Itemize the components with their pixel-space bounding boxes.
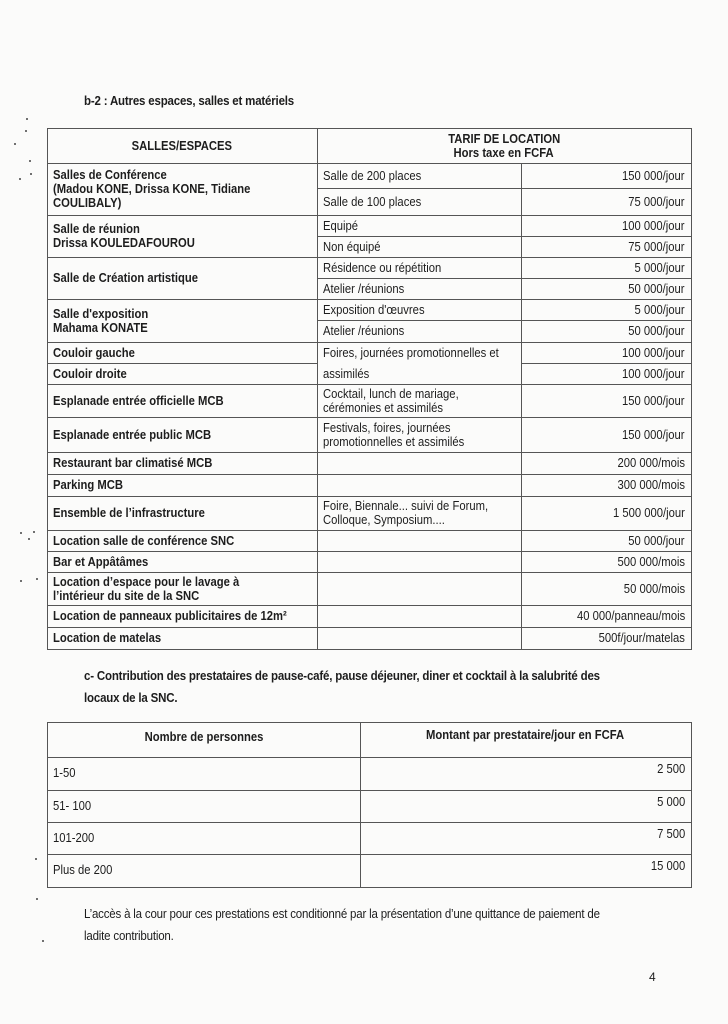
section-c-title-line: c- Contribution des prestataires de pause-café, pause déjeuner, diner et cocktail à la salubrité des <box>84 669 600 683</box>
row-divider <box>47 790 691 791</box>
scan-speck <box>33 531 35 533</box>
scan-speck <box>14 143 16 145</box>
scan-speck <box>42 940 44 942</box>
price-cell <box>521 417 691 452</box>
price-cell <box>521 363 691 384</box>
usage-line: Salle de 100 places <box>323 194 422 209</box>
price-cell <box>521 627 691 649</box>
price-cell <box>521 551 691 572</box>
row-divider <box>47 496 691 497</box>
price-cell <box>521 384 691 417</box>
note-line: L’accès à la cour pour ces prestations est conditionné par la présentation d’une quittance de paiement de <box>84 907 600 921</box>
scan-speck <box>35 858 37 860</box>
row-divider <box>47 342 691 343</box>
usage-line: Atelier /réunions <box>323 281 405 296</box>
row-divider <box>47 384 691 385</box>
table-border-left <box>47 128 48 649</box>
persons-value: 101-200 <box>53 831 95 845</box>
scan-speck <box>30 173 32 175</box>
row-divider <box>317 236 691 237</box>
space-name-cell <box>47 299 317 342</box>
space-name-cell <box>47 474 317 496</box>
space-name-cell <box>47 363 317 384</box>
price-cell <box>521 278 691 299</box>
persons-value: 51- 100 <box>53 799 92 813</box>
usage-line: Non équipé <box>323 239 381 254</box>
scan-speck <box>19 178 21 180</box>
header-label: Montant par prestataire/jour en FCFA <box>426 728 625 742</box>
space-name-line: Salles de Conférence <box>53 168 167 182</box>
table-border-bottom <box>47 887 692 888</box>
amount-value: 7 500 <box>656 827 685 841</box>
row-divider <box>47 822 691 823</box>
price-cell <box>521 605 691 627</box>
price-value: 5 000/jour <box>634 302 685 317</box>
usage-cell <box>317 363 521 384</box>
space-name-cell <box>47 572 317 605</box>
amount-cell <box>360 822 691 854</box>
column-divider <box>317 128 318 649</box>
price-value: 40 000/panneau/mois <box>576 609 685 623</box>
row-divider <box>47 572 691 573</box>
scan-speck <box>26 118 28 120</box>
space-name-line: Mahama KONATE <box>53 320 148 335</box>
amount-value: 5 000 <box>656 795 685 809</box>
section-b2-title: b-2 : Autres espaces, salles et matériels <box>84 94 295 108</box>
price-cell <box>521 452 691 474</box>
space-name-line: l’intérieur du site de la SNC <box>53 588 200 603</box>
price-value: 150 000/jour <box>622 168 685 183</box>
price-value: 75 000/jour <box>628 239 685 254</box>
table-border-right <box>691 722 692 887</box>
usage-cell <box>317 627 521 649</box>
amount-cell <box>360 854 691 887</box>
scan-speck <box>28 538 30 540</box>
space-name-cell <box>47 627 317 649</box>
persons-cell <box>47 790 360 822</box>
usage-line: promotionnelles et assimilés <box>323 434 465 449</box>
persons-cell <box>47 822 360 854</box>
price-value: 50 000/jour <box>628 533 685 548</box>
row-divider <box>47 530 691 531</box>
space-name-cell <box>47 257 317 299</box>
price-value: 100 000/jour <box>622 345 685 360</box>
price-cell <box>521 236 691 257</box>
amount-value: 2 500 <box>656 762 685 776</box>
usage-cell <box>317 551 521 572</box>
space-name-cell <box>47 496 317 530</box>
price-value: 50 000/mois <box>623 581 685 596</box>
table-border-bottom <box>47 649 692 650</box>
scan-speck <box>20 580 22 582</box>
space-name-line: Esplanade entrée public MCB <box>53 427 212 442</box>
usage-cell <box>317 257 521 278</box>
space-name-line: Restaurant bar climatisé MCB <box>53 456 213 470</box>
usage-line: Festivals, foires, journées <box>323 420 451 435</box>
scan-speck <box>36 898 38 900</box>
price-cell <box>521 257 691 278</box>
row-divider <box>47 299 691 300</box>
section-c-title-line: locaux de la SNC. <box>84 691 178 705</box>
price-cell <box>521 215 691 236</box>
space-name-line: Bar et Appâtâmes <box>53 554 149 569</box>
merged-cell-cover <box>318 363 521 364</box>
table-border-top <box>47 128 691 129</box>
row-divider <box>47 163 691 164</box>
price-value: 100 000/jour <box>622 366 685 381</box>
header-label: SALLES/ESPACES <box>131 138 233 153</box>
usage-cell <box>317 496 521 530</box>
price-cell <box>521 320 691 342</box>
space-name-cell <box>47 384 317 417</box>
space-name-cell <box>47 605 317 627</box>
row-divider <box>47 551 691 552</box>
table-border-top <box>47 722 691 723</box>
contribution-note <box>84 903 600 947</box>
space-name-line: (Madou KONE, Drissa KONE, Tidiane <box>53 182 251 196</box>
usage-cell <box>317 474 521 496</box>
usage-cell <box>317 342 521 363</box>
space-name-cell <box>47 215 317 257</box>
amount-cell <box>360 790 691 822</box>
row-divider <box>47 854 691 855</box>
row-divider <box>317 320 691 321</box>
row-divider <box>47 474 691 475</box>
usage-cell <box>317 163 521 188</box>
space-name-line: Esplanade entrée officielle MCB <box>53 393 224 408</box>
space-name-cell <box>47 417 317 452</box>
space-name-cell <box>47 163 317 215</box>
space-name-line: Location salle de conférence SNC <box>53 533 235 548</box>
usage-line: Salle de 200 places <box>323 168 422 183</box>
row-divider <box>317 188 691 189</box>
price-cell <box>521 163 691 188</box>
space-name-cell <box>47 342 317 363</box>
usage-cell <box>317 452 521 474</box>
price-value: 200 000/mois <box>617 456 685 470</box>
space-name-line: Drissa KOULEDAFOUROU <box>53 236 195 250</box>
price-cell <box>521 572 691 605</box>
price-value: 150 000/jour <box>622 427 685 442</box>
price-cell <box>521 474 691 496</box>
usage-line: Equipé <box>323 218 359 233</box>
table-header-persons <box>47 722 360 757</box>
amount-value: 15 000 <box>650 859 685 873</box>
row-divider <box>317 278 691 279</box>
scan-speck <box>20 532 22 534</box>
usage-cell <box>317 278 521 299</box>
row-divider <box>47 417 691 418</box>
space-name-line: Salle d'exposition <box>53 306 149 321</box>
price-value: 300 000/mois <box>617 478 685 492</box>
price-value: 500f/jour/matelas <box>598 631 685 645</box>
table-header-rate <box>317 128 691 163</box>
persons-cell <box>47 854 360 887</box>
space-name-line: Couloir gauche <box>53 345 135 360</box>
persons-value: 1-50 <box>53 766 76 780</box>
row-divider <box>47 757 691 758</box>
price-value: 500 000/mois <box>617 554 685 569</box>
usage-cell <box>317 299 521 320</box>
space-name-line: Ensemble de l’infrastructure <box>53 506 205 520</box>
row-divider <box>47 215 691 216</box>
price-cell <box>521 342 691 363</box>
scan-speck <box>36 578 38 580</box>
table-border-right <box>691 128 692 649</box>
price-cell <box>521 496 691 530</box>
table-border-left <box>47 722 48 887</box>
header-sublabel: Hors taxe en FCFA <box>453 145 555 160</box>
space-name-line: Location de matelas <box>53 631 162 645</box>
row-divider <box>47 452 691 453</box>
space-name-line: Couloir droite <box>53 366 127 381</box>
usage-cell <box>317 417 521 452</box>
page-number: 4 <box>649 970 656 984</box>
header-label: TARIF DE LOCATION <box>447 131 561 146</box>
usage-line: Colloque, Symposium.... <box>323 513 445 527</box>
price-cell <box>521 188 691 215</box>
usage-cell <box>317 320 521 342</box>
space-name-cell <box>47 551 317 572</box>
space-name-line: Salle de réunion <box>53 222 140 236</box>
usage-line: Résidence ou répétition <box>323 260 442 275</box>
usage-cell <box>317 215 521 236</box>
price-cell <box>521 530 691 551</box>
note-line: ladite contribution. <box>84 929 174 943</box>
price-value: 1 500 000/jour <box>613 506 685 520</box>
row-divider <box>47 605 691 606</box>
price-value: 50 000/jour <box>628 324 685 338</box>
row-divider <box>47 257 691 258</box>
price-cell <box>521 299 691 320</box>
space-name-cell <box>47 452 317 474</box>
table-header-amount <box>360 722 691 757</box>
usage-line: cérémonies et assimilés <box>323 400 444 415</box>
usage-cell <box>317 188 521 215</box>
price-value: 100 000/jour <box>622 218 685 233</box>
price-value: 75 000/jour <box>628 194 685 209</box>
scan-speck <box>29 160 31 162</box>
space-name-line: COULIBALY) <box>53 196 122 210</box>
price-value: 5 000/jour <box>634 260 685 275</box>
price-value: 50 000/jour <box>628 281 685 296</box>
header-label: Nombre de personnes <box>144 730 263 744</box>
column-divider <box>360 722 361 887</box>
usage-line: Cocktail, lunch de mariage, <box>323 386 459 401</box>
row-divider <box>47 627 691 628</box>
scan-speck <box>25 130 27 132</box>
usage-line: Foires, journées promotionnelles et <box>323 345 499 360</box>
price-value: 150 000/jour <box>622 393 685 408</box>
space-name-line: Location de panneaux publicitaires de 12m² <box>53 609 287 623</box>
space-name-cell <box>47 530 317 551</box>
space-name-line: Location d’espace pour le lavage à <box>53 574 240 589</box>
usage-cell <box>317 572 521 605</box>
usage-line: Atelier /réunions <box>323 324 405 338</box>
space-name-line: Parking MCB <box>53 478 124 492</box>
usage-line: assimilés <box>323 366 370 381</box>
usage-cell <box>317 384 521 417</box>
usage-cell <box>317 530 521 551</box>
persons-value: Plus de 200 <box>53 863 113 877</box>
usage-cell <box>317 605 521 627</box>
persons-cell <box>47 757 360 790</box>
section-c-title <box>84 665 600 709</box>
space-name-line: Salle de Création artistique <box>53 271 199 285</box>
usage-cell <box>317 236 521 257</box>
usage-line: Exposition d'œuvres <box>323 302 425 317</box>
amount-cell <box>360 757 691 790</box>
table-header-spaces <box>47 128 317 163</box>
column-divider <box>521 163 522 649</box>
usage-line: Foire, Biennale... suivi de Forum, <box>323 499 489 513</box>
